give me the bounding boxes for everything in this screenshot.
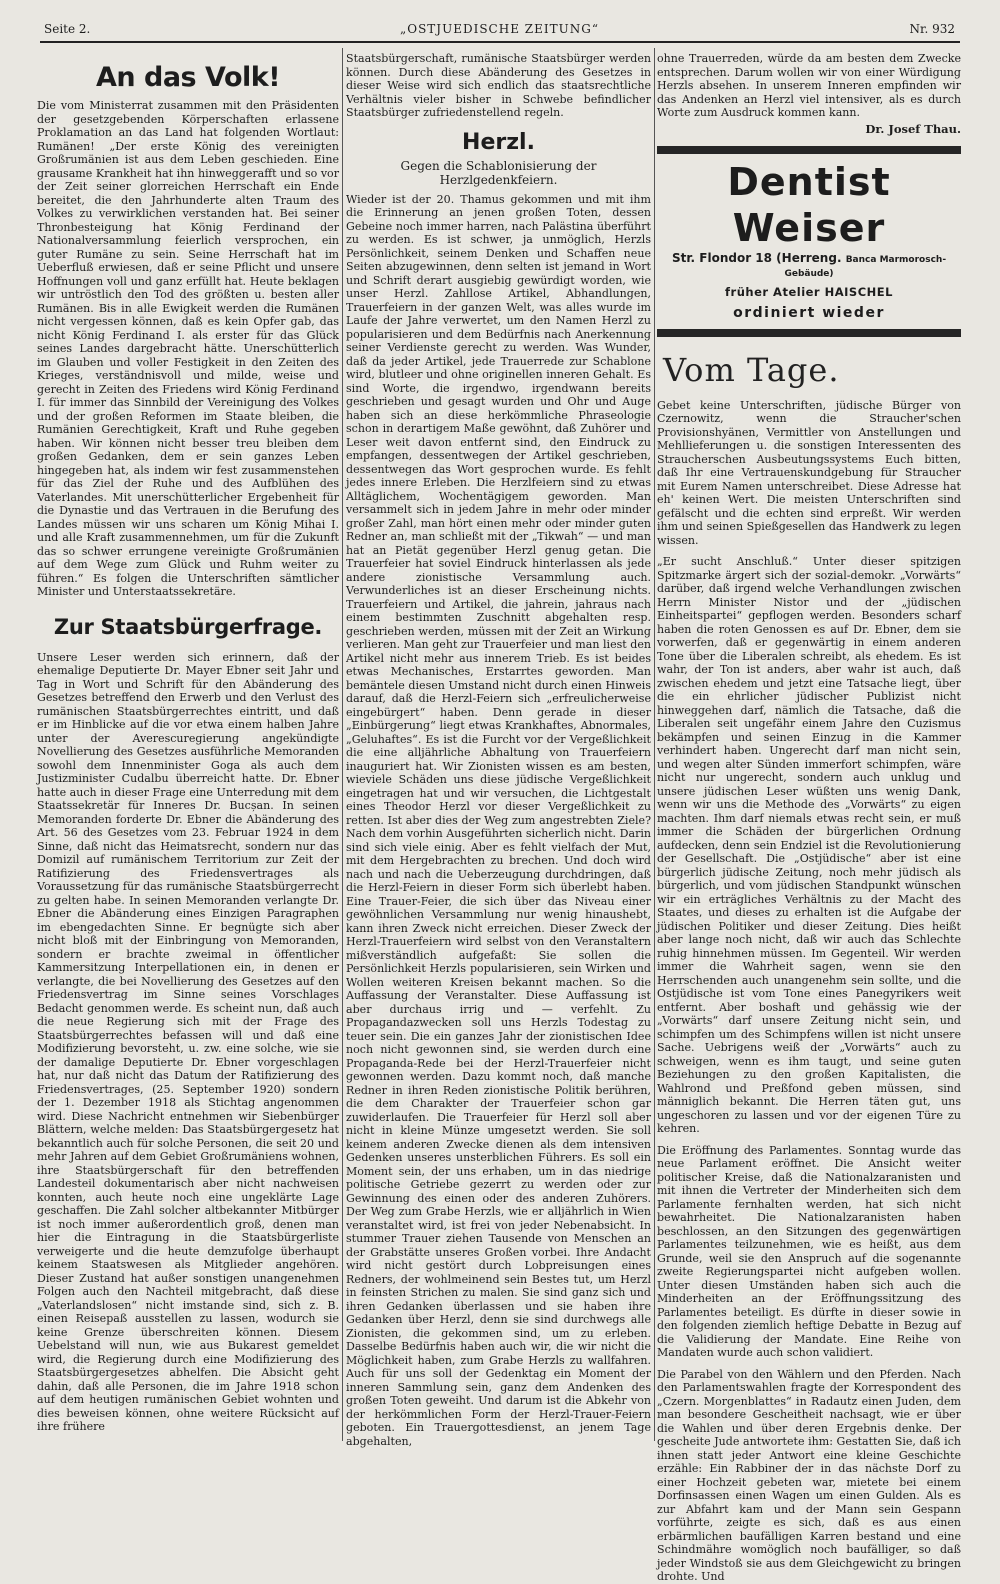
ad-address <box>657 251 961 279</box>
newspaper-title: „OSTJUEDISCHE ZEITUNG“ <box>400 22 599 36</box>
article-body: Unsere Leser werden sich erinnern, daß der ehemalige Deputierte Dr. Mayer Ebner seit Jahr und Tag in Wort und Schrift für den Abänderung des Gesetzes betreffend den Erwerb und den Verlust des rumänischen Staatsbürgerrechtes eintritt, und daß er im Hinblicke auf die vor etwa einem halben Jahre unter der Averescuregierung angekündigte Novellierung des Gesetzes ausführliche Memoranden sowohl dem Innenminister Goga als auch dem Justizminister Cudalbu überreicht hatte. Dr. Ebner hatte auch in dieser Frage eine Unterredung mit dem Staatssekretär für Inneres Dr. Bucșan. In seinen Memoranden forderte Dr. Ebner die Abänderung des Art. 56 des Gesetzes vom 23. Februar 1924 in dem Sinne, daß nicht das Heimatsrecht, sondern nur das Domizil auf rumänischem Territorium zur Zeit der Ratifizierung des Friedensvertrages als Voraussetzung für das rumänische Staatsbürgerrecht zu gelten habe. In seinen Memoranden verlangte Dr. Ebner die Abänderung eines Einzigen Paragraphen im ebengedachten Sinne. Er begnügte sich aber nicht bloß mit der Einbringung von Memoranden, sondern er brachte zweimal in öffentlicher Kammersitzung Interpellationen ein, in denen er verlangte, die bei Novellierung des Gesetzes auf den Friedensvertrag im Sinne seines Vorschlages Bedacht genommen werde. Es scheint nun, daß auch die neue Regierung sich mit der Frage des Staatsbürgerrechtes befassen will und daß eine Modifizierung bevorsteht, u. zw. eine solche, wie sie der damalige Deputierte Dr. Ebner vorgeschlagen hat, nur daß nicht das Datum der Ratifizierung des Friedensvertrages, (25. September 1920) sondern der 1. Dezember 1918 als Stichtag angenommen wird. Diese Nachricht entnehmen wir Siebenbürger Blättern, welche melden: Das Staatsbürgergesetz hat bekanntlich auch für solche Personen, die seit 20 und mehr Jahren auf dem Gebiet Großrumäniens wohnen, ihre Staatsbürgerschaft für den betreffenden Landesteil dokumentarisch aber nicht nachweisen konnten, auch heute noch eine ungeklärte Lage geschaffen. Die Zahl solcher altbekannter Mitbürger ist noch immer außerordentlich groß, denen man hier die Eintragung in die Staatsbürgerliste verweigerte und die heute demzufolge überhaupt keinem Staatswesen als Mitglieder angehören. Dieser Zustand hat außer sonstigen unangenehmen Folgen auch den Nachteil mitgebracht, daß diese „Vaterlandslosen“ nicht imstande sind, sich z. B. einen Reisepaß ausstellen zu lassen, wodurch sie keine Grenze überschreiten können. Diesem Uebelstand will nun, wie aus Bukarest gemeldet wird, die Regierung durch eine Modifizierung des Staatsbürgergesetzes abhelfen. Die Absicht geht dahin, daß alle Personen, die im Jahre 1918 schon auf dem heutigen rumänischen Gebiet wohnten und dies beweisen können, ohne weitere Rücksicht auf ihre frühere <box>37 650 339 1433</box>
page-number: Seite 2. <box>44 22 91 36</box>
dentist-advertisement <box>657 146 961 337</box>
article-body: Wieder ist der 20. Thamus gekommen und mit ihm die Erinnerung an jenen großen Toten, dessen Gebeine noch immer harren, nach Palästina überführt zu werden. Es ist schwer, ja unmöglich, Herzls Persönlichkeit, seinem Denken und Schaffen neue Seiten abzugewinnen, denn selten ist jemand in Wort und Schrift derart ausgiebig gewürdigt worden, wie unser Herzl. Zahllose Artikel, Abhandlungen, Trauerfeiern in der ganzen Welt, was alles wurde im Laufe der Jahre verwertet, um den Namen Herzl zu popularisieren und dem Bedürfnis nach Anerkennung seiner Verdienste gerecht zu werden. Was Wunder, daß da jeder Artikel, jede Trauerrede zur Schablone wird, blutleer und ohne originellen inneren Gehalt. Es sind Worte, die irgendwo, irgendwann bereits geschrieben und gesagt wurden und Ohr und Auge haben sich an diese herkömmliche Phraseologie schon in derartigem Maße gewöhnt, daß Zuhörer und Leser weit davon entfernt sind, den Eindruck zu empfangen, dessentwegen der Artikel geschrieben, dessentwegen das Wort gesprochen wurde. Es fehlt jedes innere Erleben. Die Herzlfeiern sind zu etwas Alltäglichem, Wochentägigem geworden. Man versammelt sich in jedem Jahre in mehr oder minder großer Zahl, man hört einen mehr oder minder guten Redner an, man schließt mit der „Tikwah“ — und man hat an Pietät gegenüber Herzl genug getan. Die Trauerfeier hat soviel Eindruck hinterlassen als jede andere zionistische Versammlung auch. Verwunderliches ist an dieser Erscheinung nichts. Trauerfeiern und Artikel, die jahrein, jahraus nach einem bestimmten Zuschnitt abgehalten resp. geschrieben werden, müssen mit der Zeit an Wirkung verlieren. Man geht zur Trauerfeier und man liest den Artikel nicht mehr aus innerem Trieb. Es ist beides etwas Mechanisches, Erstarrtes geworden. Man bemäntele diesen Umstand nicht durch einen Hinweis darauf, daß die Herzl-Feiern sich „erfreulicherweise eingebürgert“ haben. Denn gerade in dieser „Einbürgerung“ liegt etwas Krankhaftes, Abnormales, „Geluhaftes“. Es ist die Furcht vor der Vergeßlichkeit die eine alljährliche Abhaltung von Trauerfeiern inauguriert hat. Wir Zionisten wissen es am besten, wieviele Schäden uns diese jüdische Vergeßlichkeit eingetragen hat und wir versuchen, die Lichtgestalt eines Theodor Herzl vor dieser Vergeßlichkeit zu retten. Ist aber dies der Weg zum angestrebten Ziele? Nach dem vorhin Ausgeführten sicherlich nicht. Darin sind sich viele einig. Aber es fehlt vielfach der Mut, mit dem Hergebrachten zu brechen. Und doch wird nach und nach die Ueberzeugung durchdringen, daß die Herzl-Feiern in dieser Form sich überlebt haben. Eine Trauer-Feier, die sich über das Niveau einer gewöhnlichen Versammlung nur wenig hinaushebt, kann ihren Zweck nicht erreichen. Dieser Zweck der Herzl-Trauerfeiern wird selbst von den Veranstaltern mißverständlich aufgefaßt: Sie sollen die Persönlichkeit Herzls popularisieren, sein Wirken und Wollen weiteren Kreisen bekannt machen. So die Auffassung der Veranstalter. Diese Auffassung ist aber durchaus irrig und — verfehlt. Zu Propagandazwecken soll uns Herzls Todestag zu teuer sein. Die ein ganzes Jahr der zionistischen Idee noch nicht gewonnen sind, sie werden durch eine Propaganda-Rede bei der Herzl-Trauerfeier nicht gewonnen werden. Dazu kommt noch, daß manche Redner in ihren Reden zionistische Politik berühren, die dem Charakter der Trauerfeier schon gar zuwiderlaufen. Die Trauerfeier für Herzl soll aber nicht in kleine Münze umgesetzt werden. Sie soll keinem anderen Zwecke dienen als dem intensiven Gedenken unseres unsterblichen Führers. Es soll ein Moment sein, der uns erhaben, um in das niedrige politische Getriebe gezerrt zu werden oder zur Gewinnung des einen oder des anderen Zuhörers. Der Weg zum Grabe Herzls, wie er alljährlich in Wien veranstaltet wird, ist frei von jeder Nebenabsicht. In stummer Trauer ziehen Tausende von Menschen an der Grabstätte unseres Großen vorbei. Ihre Andacht wird nicht gestört durch Lobpreisungen eines Redners, der wohlmeinend sein Bestes tut, um Herzl in feinsten Strichen zu malen. Sie sind ganz sich und ihren Gedanken überlassen und sie haben ihre Gedanken über Herzl, denn sie sind durchwegs alle Zionisten, die gekommen sind, um zu erleben. Dasselbe Bedürfnis haben auch wir, die wir nicht die Möglichkeit haben, zum Grabe Herzls zu wallfahren. Auch für uns soll der Gedenktag ein Moment der inneren Sammlung sein, ganz dem Andenken des großen Toten geweiht. Und darum ist die Abkehr von der herkömmlichen Form der Herzl-Trauer-Feiern geboten. Ein Trauergottesdienst, an jenem Tage abgehalten, <box>346 192 651 1448</box>
news-item: Die Eröffnung des Parlamentes. Sonntag wurde das neue Parlament eröffnet. Die Ansicht weiter politischer Kreise, daß die Nationalzaranisten und mit ihnen die Vertreter der Minderheiten sich dem Parlamente fernhalten werden, hat sich nicht bewahrheitet. Die Nationalzaranisten haben beschlossen, an den Sitzungen des gegenwärtigen Parlamentes teilzunehmen, wie es heißt, aus dem Grunde, weil sie den Anspruch auf die sogenannte zweite Regierungspartei nicht aufgeben wollen. Unter diesen Umständen haben sich auch die Minderheiten an der Eröffnungssitzung des Parlamentes beteiligt. Es dürfte in dieser sowie in den folgenden ziemlich heftige Debatte in Bezug auf die Validierung der Mandate. Eine Reihe von Mandaten wurde auch schon validiert. <box>657 1143 961 1359</box>
ad-address-street: Str. Flondor 18 (Herreng. <box>671 250 842 265</box>
column-3 <box>657 52 961 1583</box>
news-item: Gebet keine Unterschriften, jüdische Bürger von Czernowitz, wenn die Straucher'schen Provisionshyänen, Vermittler von Anstellungen und Mehllieferungen u. die sonstigen Interessenten des Straucherschen Ausbeutungssystems Euch bitten, daß Ihr eine Vertrauenskundgebung für Straucher mit Eurem Namen unterschreibet. Diese Adresse hat eh' keinen Wert. Die meisten Unterschriften sind gefälscht und die echten sind erpreßt. Wir werden ihm und seinen Spießgesellen das Handwerk zu legen wissen. <box>657 398 961 547</box>
article-continuation: ohne Trauerreden, würde da am besten dem Zwecke entsprechen. Darum wollen wir von einer Würdigung Herzls absehen. In unserem Inneren empfinden wir das Andenken an Herzl viel intensiver, als es durch Worte zum Ausdruck kommen kann. <box>657 52 961 119</box>
section-title: Vom Tage. <box>663 350 840 389</box>
column-divider <box>342 48 343 1441</box>
ad-former-atelier: früher Atelier HAISCHEL <box>725 284 893 299</box>
article-subtitle: Gegen die Schablonisierung der Herzlgedenkfeiern. <box>400 158 597 187</box>
header-rule <box>40 41 960 43</box>
ad-ordiniert: ordiniert wieder <box>733 304 885 321</box>
column-2 <box>346 52 651 1448</box>
article-continuation: Staatsbürgerschaft, rumänische Staatsbürger werden können. Durch diese Abänderung des Gesetzes in dieser Weise wird sich endlich das staatsrechtliche Verhältnis vieler bisher in Schwebe befindlicher Staatsbürger zufriedenstellend regeln. <box>346 52 651 119</box>
news-item: „Er sucht Anschluß.“ Unter dieser spitzigen Spitzmarke ärgert sich der sozial-demokr. „Vorwärts“ darüber, daß irgend welche Verhandlungen zwischen Herrn Minister Nistor und der „jüdischen Einheitspartei“ gepflogen werden. Besonders scharf haben die roten Genossen es auf Dr. Ebner, dem sie vorwerfen, daß er gegenwärtig in einem anderen Tone über die Liberalen schreibt, als ehedem. Es ist wahr, der Ton ist anders, aber wahr ist auch, daß zwischen ehedem und jetzt eine Tatsache liegt, über die ein ehrlicher jüdischer Publizist nicht hinweggehen darf, nämlich die Tatsache, daß die Liberalen seit ungefähr einem Jahre den Cuzismus bekämpfen und seinen Einzug in die Kammer verhindert haben. Ungerecht darf man nicht sein, und wegen alter Sünden immerfort schimpfen, wäre nicht nur ungerecht, sondern auch unklug und unsere jüdischen Leser wüßten uns wenig Dank, wenn wir uns die Methode des „Vorwärts“ zu eigen machten. Ihm darf niemals etwas recht sein, er muß immer die Schäden der bürgerlichen Ordnung aufdecken, denn sein Endziel ist die Revolutionierung der Gesellschaft. Die „Ostjüdische“ aber ist eine bürgerlich jüdische Zeitung, noch mehr jüdisch als bürgerlich, und vom jüdischen Standpunkt wünschen wir ein erträgliches Verhältnis zu der Macht des Staates, und dieses zu erhalten ist die Aufgabe der jüdischen Politiker und dieser Zeitung. Dies heißt aber lange noch nicht, daß wir auch das Schlechte ruhig hinnehmen müssen. Im Gegenteil. Wir werden immer die Wahrheit sagen, wenn sie den Herrschenden auch unangenehm sein sollte, und die Ostjüdische ist vom Tone eines Panegyrikers weit entfernt. Aber boshaft und gehässig wie der „Vorwärts“ darf unsere Zeitung nicht sein, und schimpfen um des Schimpfens willen ist nicht unsere Sache. Uebrigens weiß der „Vorwärts“ auch zu schweigen, wenn es ihm taugt, und seine guten Beziehungen zu den großen Kapitalisten, die Wahlrond und Preßfond geben müssen, sind männiglich bekannt. Die Herren täten gut, uns ungeschoren zu lassen und vor der eigenen Türe zu kehren. <box>657 555 961 1135</box>
news-item: Die Parabel von den Wählern und den Pferden. Nach den Parlamentswahlen fragte der Korrespondent des „Czern. Morgenblattes“ in Radautz einen Juden, dem man besondere Gescheitheit nachsagt, wie er über die Wahlen und über deren Ergebnis denke. Der gescheite Jude antwortete ihm: Gestatten Sie, daß ich ihnen statt jeder Antwort eine kleine Geschichte erzähle: Ein Rabbiner der in das nächste Dorf zu einer Hochzeit gebeten war, mietete bei einem Dorfinsassen einen Wagen um einen Gulden. Als es zur Abfahrt kam und der Mann sein Gespann vorführte, zeigte es sich, daß es aus einen erbärmlichen baufälligen Karren bestand und eine Schindmähre womöglich noch baufälliger, so daß jeder Windstoß sie aus dem Gleichgewicht zu bringen drohte. Und <box>657 1367 961 1583</box>
page-header <box>44 20 955 42</box>
article-title: Zur Staatsbürgerfrage. <box>53 614 323 639</box>
article-title: Herzl. <box>462 129 535 155</box>
author-signature: Dr. Josef Thau. <box>865 121 961 136</box>
issue-number: Nr. 932 <box>909 22 955 36</box>
column-divider <box>654 48 655 1441</box>
column-1 <box>37 52 339 1443</box>
article-title: An das Volk! <box>95 62 281 93</box>
ad-address-building: Banca Marmorosch-Gebäude) <box>784 254 947 279</box>
article-body: Die vom Ministerrat zusammen mit den Präsidenten der gesetzgebenden Körperschaften erlassene Proklamation an das Land hat folgenden Wortlaut: Rumänen! „Der erste König des vereinigten Großrumänien ist aus dem Leben geschieden. Eine grausame Krankheit hat ihn hinweggerafft und so vor der Zeit seiner glorreichen Herrschaft ein Ende bereitet, die den Jahrhunderte alten Traum des Volkes zu verwirklichen verstanden hat. Bei seiner Thronbesteigung hat König Ferdinand der Nationalversammlung feierlich versprochen, ein guter Rumäne zu sein. Seine Herrschaft hat im Ueberfluß erwiesen, daß er seine Pflicht und unsere Hoffnungen voll und ganz erfüllt hat. Heute beklagen wir untröstlich den Tod des größten u. besten aller Rumänen. Bis in alle Ewigkeit werden die Rumänen nicht vergessen können, daß es kein Opfer gab, das nicht König Ferdinand I. als erster für das Glück seines Landes dargebracht hätte. Unerschütterlich im Glauben und voller Festigkeit in den Zeiten des Krieges, verständnisvoll und milde, weise und gerecht in Zeiten des Friedens wird König Ferdinand I. für immer das Sinnbild der Vereinigung des Volkes und der großen Reformen im Staate bleiben, die Rumänien Gerechtigkeit, Kraft und Ruhe gegeben haben. Wir können nicht besser treu bleiben dem großen Gedanken, dem er sein ganzes Leben hingegeben hat, als indem wir fest zusammenstehen für das Ziel der Ruhe und des Aufblühen des Vaterlandes. Mit unerschütterlicher Ergebenheit für die Dynastie und das Vertrauen in die Berufung des Landes müssen wir uns scharen um König Mihai I. und alle Kraft zusammennehmen, um für die Zukunft das so schwer errungene vereinigte Großrumänien auf dem Wege zum Glück und Ruhm weiter zu führen.“ Es folgen die Unterschriften sämtlicher Minister und Unterstaatssekretäre. <box>37 99 339 598</box>
ad-name: Dentist Weiser <box>727 159 891 250</box>
